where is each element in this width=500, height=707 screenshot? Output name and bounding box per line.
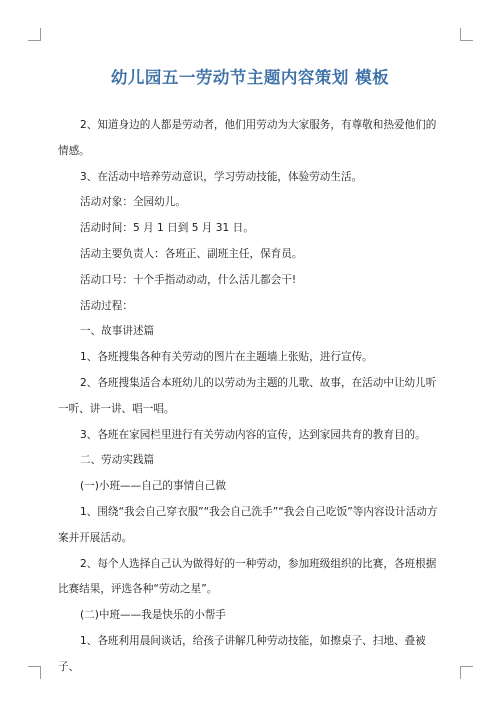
paragraph-small-class-1: 1、围绕“我会自己穿衣服”“我会自己洗手”“我会自己吃饭”等内容设计活动方案并开展活动。 (58, 505, 438, 544)
paragraph-time: 活动时间：5 月 1 日到 5 月 31 日。 (80, 222, 254, 235)
paragraph-goal-3: 3、在活动中培养劳动意识，学习劳动技能，体验劳动生活。 (80, 170, 363, 183)
paragraph-stories-1: 1、各班搜集各种有关劳动的图片在主题墙上张贴，进行宣传。 (80, 351, 373, 364)
section-heading-practice: 二、劳动实践篇 (80, 454, 155, 467)
subheading-middle-class: (二)中班——我是快乐的小帮手 (80, 609, 226, 622)
subheading-small-class: (一)小班——自己的事情自己做 (80, 480, 226, 493)
paragraph-stories-3: 3、各班在家园栏里进行有关劳动内容的宣传，达到家园共育的教育目的。 (80, 428, 426, 441)
crop-mark-top-right (460, 28, 473, 41)
paragraph-goal-2: 2、知道身边的人都是劳动者，他们用劳动为大家服务，有尊敬和热爱他们的情感。 (58, 119, 437, 157)
paragraph-stories-2: 2、各班搜集适合本班幼儿的以劳动为主题的儿歌、故事，在活动中让幼儿听一听、讲一讲、唱一唱。 (58, 376, 437, 415)
crop-mark-bottom-left (28, 666, 41, 679)
paragraph-audience: 活动对象：全园幼儿。 (80, 196, 186, 209)
document-title: 幼儿园五一劳动节主题内容策划 模板 (110, 68, 390, 87)
section-heading-stories: 一、故事讲述篇 (80, 325, 155, 338)
paragraph-slogan: 活动口号：十个手指动动动，什么活儿都会干! (80, 273, 297, 286)
paragraph-process-heading: 活动过程： (80, 299, 133, 312)
paragraph-middle-class-1: 1、各班利用晨间谈话，给孩子讲解几种劳动技能，如擦桌子、扫地、叠被子、 (58, 634, 426, 673)
crop-mark-top-left (28, 28, 41, 41)
paragraph-small-class-2: 2、每个人选择自己认为做得好的一种劳动，参加班级组织的比赛，各班根据比赛结果，评选各种“劳动之星”。 (58, 557, 437, 596)
paragraph-owner: 活动主要负责人：各班正、副班主任，保育员。 (80, 247, 303, 260)
document-body (58, 113, 446, 681)
crop-mark-bottom-right (460, 666, 473, 679)
